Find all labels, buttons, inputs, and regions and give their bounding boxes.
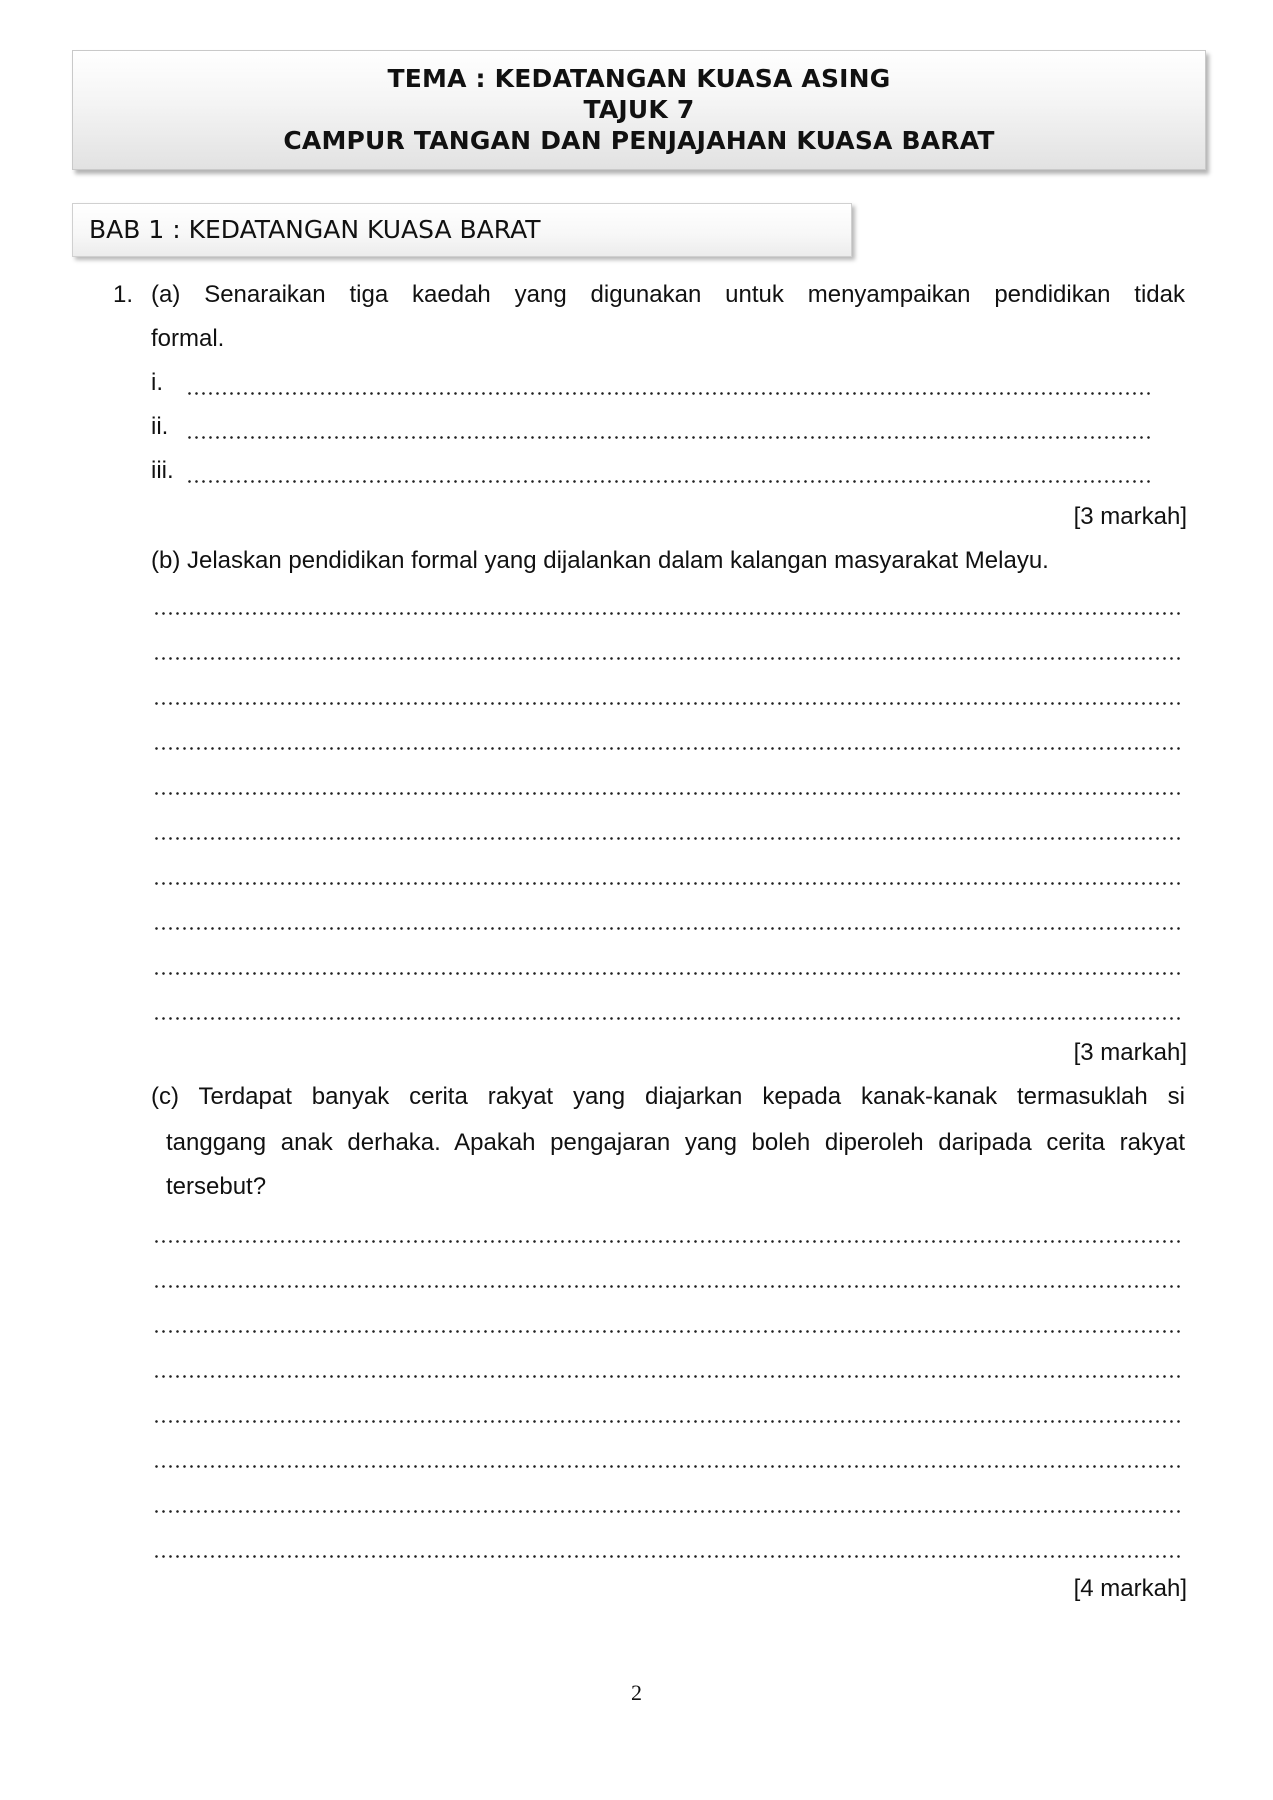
answer-line-iii[interactable] — [186, 480, 1152, 483]
answer-line[interactable] — [153, 612, 1184, 615]
topic-banner — [72, 50, 1206, 170]
theme-title: TEMA : KEDATANGAN KUASA ASING — [387, 64, 891, 93]
answer-line[interactable] — [153, 657, 1184, 660]
answer-line[interactable] — [153, 1330, 1184, 1333]
answer-line[interactable] — [153, 882, 1184, 885]
answer-line-ii[interactable] — [186, 436, 1152, 439]
answer-line[interactable] — [153, 1375, 1184, 1378]
answer-line[interactable] — [153, 837, 1184, 840]
answer-line[interactable] — [153, 1465, 1184, 1468]
answer-label-ii: ii. — [151, 413, 169, 440]
part-a-prompt-line1: (a) Senaraikan tiga kaedah yang digunakan untuk menyampaikan pendidikan tidak — [151, 281, 1185, 308]
answer-line[interactable] — [153, 1240, 1184, 1243]
part-c-marks: [4 markah] — [1073, 1575, 1187, 1602]
part-c-prompt-line1: (c) Terdapat banyak cerita rakyat yang diajarkan kepada kanak-kanak termasuklah si — [151, 1083, 1185, 1110]
answer-line[interactable] — [153, 1285, 1184, 1288]
question-number: 1. — [113, 281, 134, 308]
page-number: 2 — [631, 1680, 642, 1705]
topic-title: CAMPUR TANGAN DAN PENJAJAHAN KUASA BARAT — [283, 126, 995, 155]
answer-line[interactable] — [153, 972, 1184, 975]
answer-line[interactable] — [153, 1420, 1184, 1423]
answer-line[interactable] — [153, 792, 1184, 795]
part-c-prompt-line3: tersebut? — [166, 1173, 267, 1200]
answer-line[interactable] — [153, 747, 1184, 750]
chapter-heading: BAB 1 : KEDATANGAN KUASA BARAT — [72, 203, 852, 257]
answer-line[interactable] — [153, 1555, 1184, 1558]
answer-line[interactable] — [153, 927, 1184, 930]
part-a-marks: [3 markah] — [1073, 503, 1187, 530]
answer-line[interactable] — [153, 702, 1184, 705]
part-a-prompt-line2: formal. — [151, 325, 225, 352]
part-b-marks: [3 markah] — [1073, 1039, 1187, 1066]
answer-line-i[interactable] — [186, 392, 1152, 395]
answer-label-iii: iii. — [151, 457, 174, 484]
answer-label-i: i. — [151, 369, 163, 396]
answer-line[interactable] — [153, 1017, 1184, 1020]
part-b-prompt: (b) Jelaskan pendidikan formal yang dijalankan dalam kalangan masyarakat Melayu. — [151, 547, 1049, 574]
answer-line[interactable] — [153, 1510, 1184, 1513]
part-c-prompt-line2: tanggang anak derhaka. Apakah pengajaran yang boleh diperoleh daripada cerita rakyat — [166, 1129, 1185, 1156]
topic-number: TAJUK 7 — [583, 95, 695, 124]
